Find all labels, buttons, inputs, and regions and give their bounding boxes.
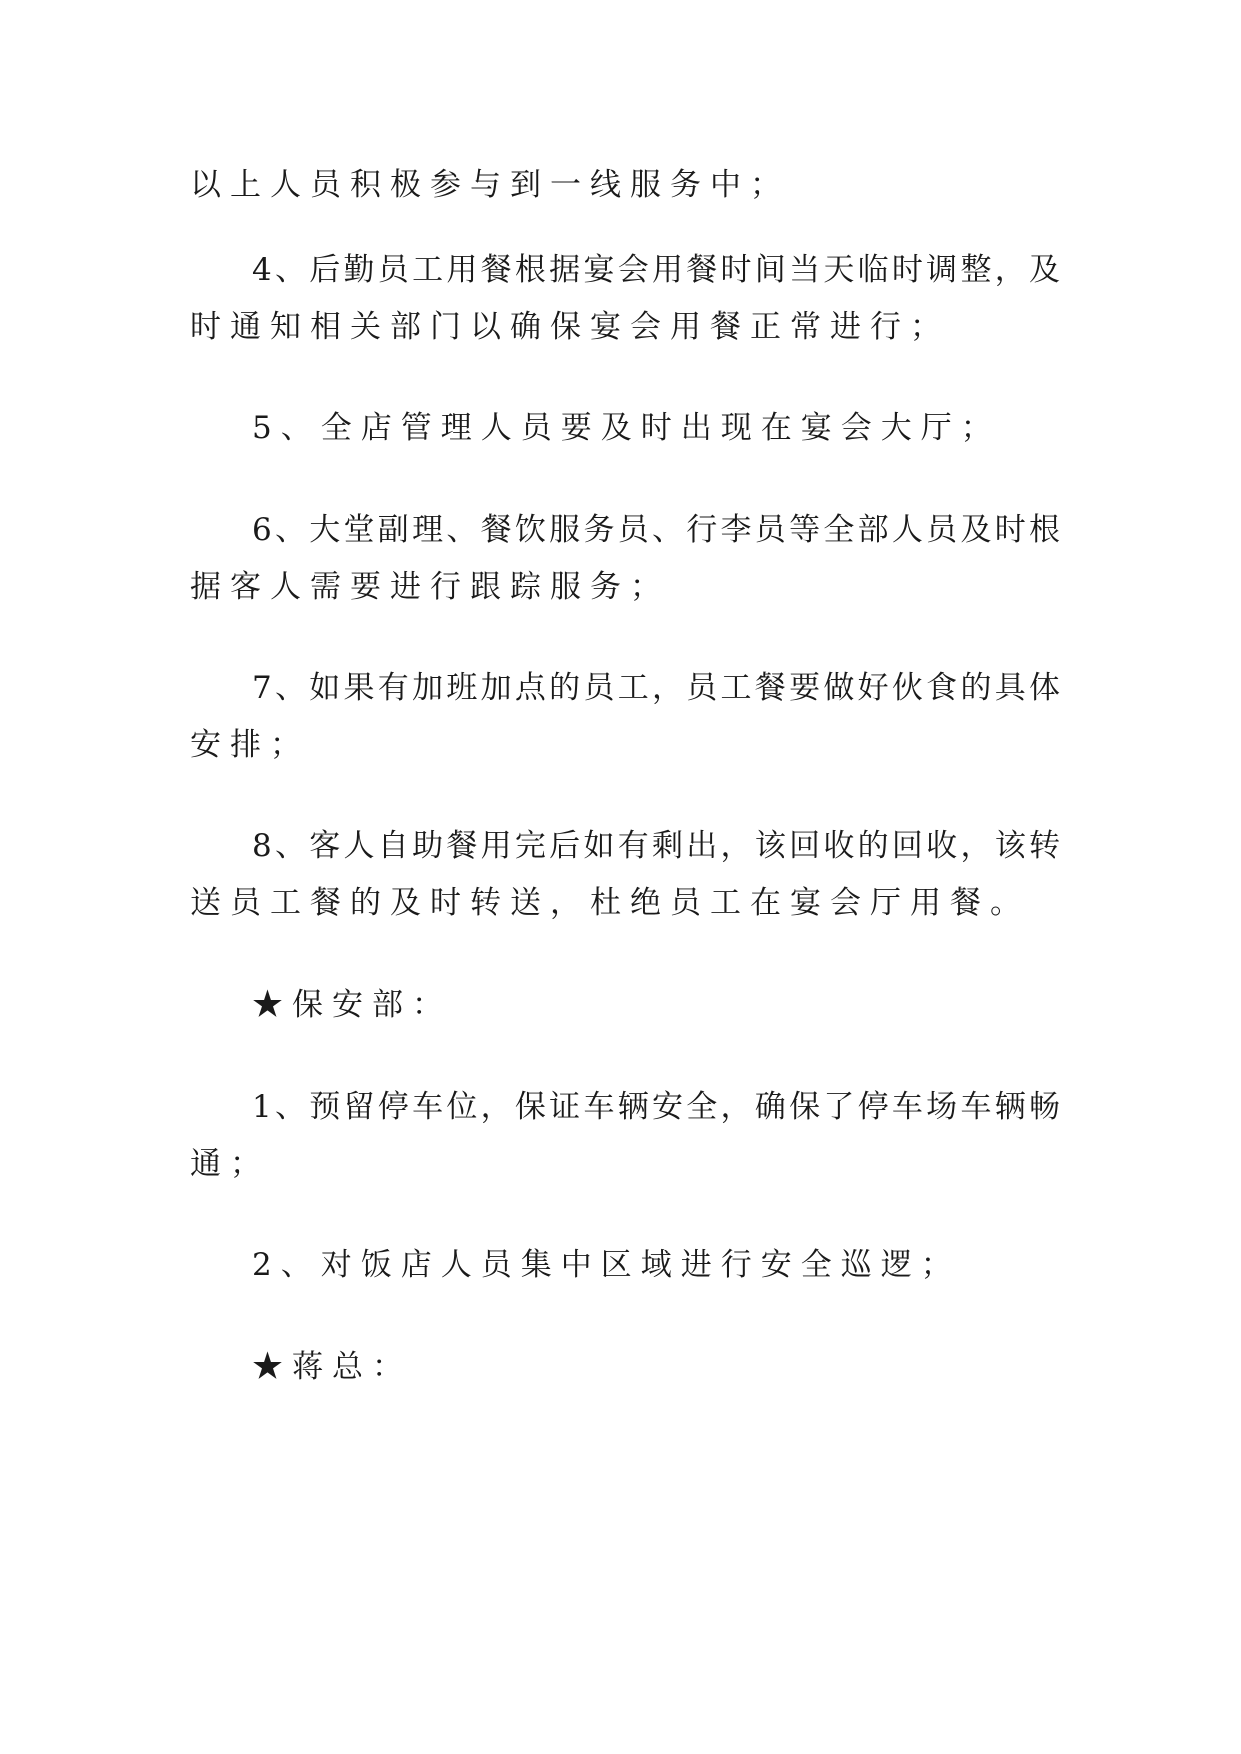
paragraph-7-line-1: 7、如果有加班加点的员工，员工餐要做好伙食的具体 [252, 670, 1060, 706]
paragraph-8-line-2: 送员工餐的及时转送，杜绝员工在宴会厅用餐。 [190, 885, 1030, 921]
paragraph-4-line-2: 时通知相关部门以确保宴会用餐正常进行； [190, 309, 950, 345]
section-heading-security: ★保安部： [252, 987, 452, 1023]
text-line: 以上人员积极参与到一线服务中； [190, 167, 790, 203]
paragraph-4-line-1: 4、后勤员工用餐根据宴会用餐时间当天临时调整，及 [252, 252, 1060, 288]
section-heading-jiang: ★蒋总： [252, 1349, 412, 1385]
paragraph-6-line-2: 据客人需要进行跟踪服务； [190, 569, 670, 605]
paragraph-6-line-1: 6、大堂副理、餐饮服务员、行李员等全部人员及时根 [252, 512, 1060, 548]
paragraph-5: 5、全店管理人员要及时出现在宴会大厅； [252, 410, 1001, 446]
security-item-1-line-2: 通； [190, 1146, 270, 1182]
paragraph-7-line-2: 安排； [190, 727, 310, 763]
security-item-2: 2、对饭店人员集中区域进行安全巡逻； [252, 1247, 961, 1283]
security-item-1-line-1: 1、预留停车位，保证车辆安全，确保了停车场车辆畅 [252, 1089, 1060, 1125]
paragraph-8-line-1: 8、客人自助餐用完后如有剩出，该回收的回收，该转 [252, 828, 1060, 864]
